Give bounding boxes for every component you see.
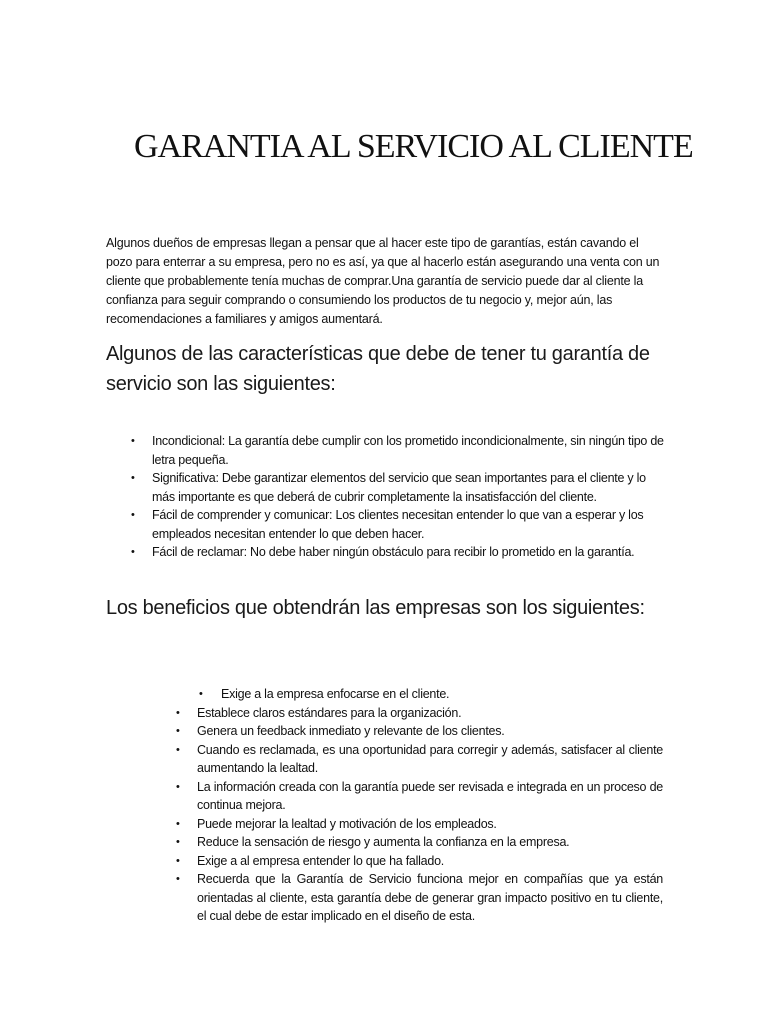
list-item-text: Fácil de comprender y comunicar: Los clientes necesitan entender lo que van a esperar y los empleados necesitan entender lo que deben hacer. xyxy=(152,508,644,541)
benefits-list xyxy=(176,685,663,926)
list-item xyxy=(131,543,664,562)
bullet-icon: • xyxy=(131,435,135,447)
list-item-text: Reduce la sensación de riesgo y aumenta la confianza en la empresa. xyxy=(197,835,570,849)
list-item-text: La información creada con la garantía puede ser revisada e integrada en un proceso de continua mejora. xyxy=(197,779,663,812)
list-item xyxy=(176,722,663,741)
list-item xyxy=(176,815,663,834)
bullet-icon: • xyxy=(176,854,180,867)
bullet-icon: • xyxy=(131,509,135,521)
list-item xyxy=(176,704,663,723)
list-item-text: Cuando es reclamada, es una oportunidad para corregir y además, satisfacer al cliente aumentando la lealtad. xyxy=(197,742,663,775)
list-item-text: Exige a la empresa enfocarse en el cliente. xyxy=(221,687,450,701)
list-item xyxy=(131,432,664,469)
list-item xyxy=(176,852,663,871)
bullet-icon: • xyxy=(176,817,180,830)
list-item xyxy=(176,741,663,778)
bullet-icon: • xyxy=(131,546,135,558)
bullet-icon: • xyxy=(176,836,180,848)
intro-paragraph: Algunos dueños de empresas llegan a pensar que al hacer este tipo de garantías, están cavando el pozo para enterrar a su empresa, pero no es así, ya que al hacerlo están asegurando una venta con un cliente que probablemente tenía muchas de comprar.Una garantía de servicio puede dar al cliente la confianza para seguir comprando o consumiendo los productos de tu negocio y, mejor aún, las recomendaciones a familiares y amigos aumentará. xyxy=(106,236,660,326)
bullet-icon: • xyxy=(131,472,135,484)
section-heading-benefits: Los beneficios que obtendrán las empresas son los siguientes: xyxy=(106,597,645,619)
list-item xyxy=(199,685,663,704)
bullet-icon: • xyxy=(176,725,180,737)
section-heading-characteristics: Algunos de las características que debe de tener tu garantía de servicio son las siguientes: xyxy=(106,343,650,395)
bullet-icon: • xyxy=(176,873,180,885)
list-item xyxy=(176,778,663,815)
list-item-text: Establece claros estándares para la organización. xyxy=(197,705,462,720)
list-item-text: Fácil de reclamar: No debe haber ningún obstáculo para recibir lo prometido en la garantía. xyxy=(152,545,635,559)
list-item-text: Genera un feedback inmediato y relevante de los clientes. xyxy=(197,724,505,738)
list-item xyxy=(131,469,664,506)
bullet-icon: • xyxy=(176,780,180,793)
bullet-icon: • xyxy=(176,706,180,719)
list-item-text: Exige a al empresa entender lo que ha fallado. xyxy=(197,853,445,868)
list-item-text: Incondicional: La garantía debe cumplir con los prometido incondicionalmente, sin ningún tipo de letra pequeña. xyxy=(152,434,664,467)
list-item-text: Puede mejorar la lealtad y motivación de los empleados. xyxy=(197,816,497,831)
list-item-text: Significativa: Debe garantizar elementos del servicio que sean importantes para el cliente y lo más importante es que deberá de cubrir completamente la insatisfacción del cliente. xyxy=(152,471,646,504)
document-title: GARANTIA AL SERVICIO AL CLIENTE xyxy=(134,128,693,165)
list-item xyxy=(176,870,663,926)
bullet-icon: • xyxy=(199,688,203,700)
bullet-icon: • xyxy=(176,743,180,756)
list-item xyxy=(131,506,664,543)
characteristics-list xyxy=(131,432,664,562)
list-item xyxy=(176,833,663,852)
list-item-text: Recuerda que la Garantía de Servicio funciona mejor en compañías que ya están orientadas al cliente, esta garantía debe de generar gran impacto positivo en tu cliente, el cual debe de estar implicado en el diseño de esta. xyxy=(197,872,663,923)
